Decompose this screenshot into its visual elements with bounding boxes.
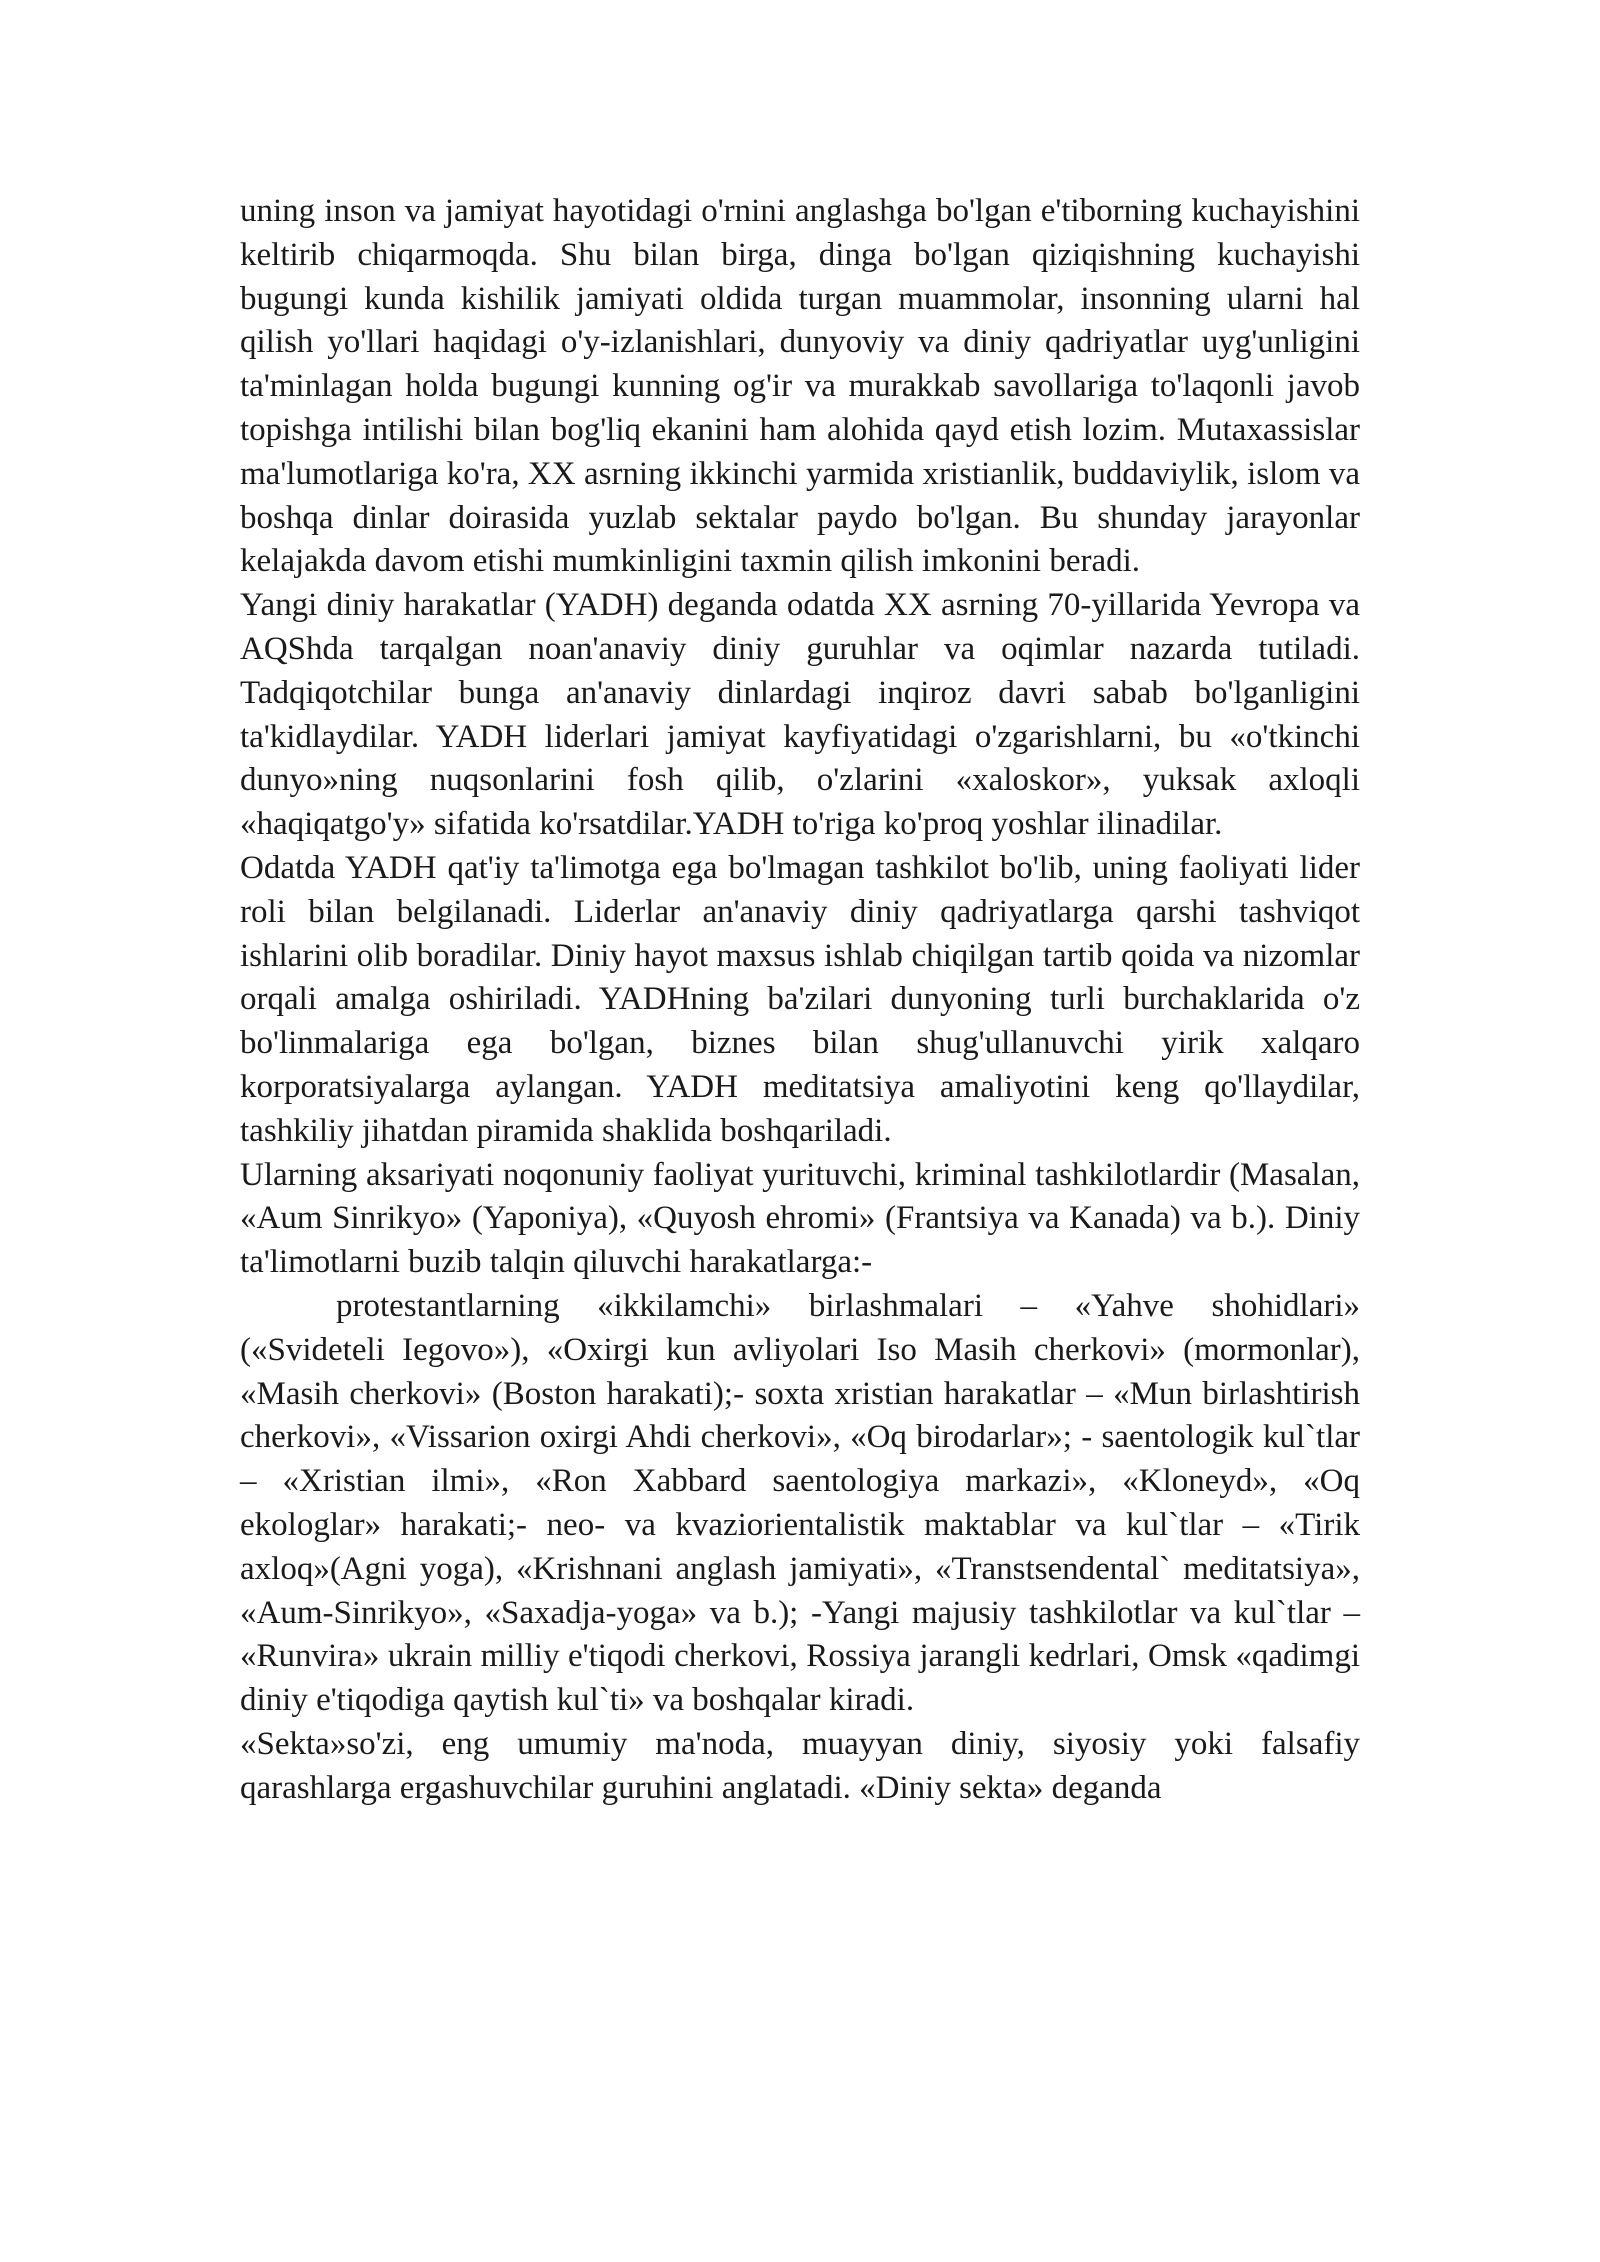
paragraph-6: «Sekta»so'zi, eng umumiy ma'noda, muayyan diniy, siyosiy yoki falsafiy qarashlarga ergashuvchilar guruhini anglatadi. «Diniy sekta» deganda <box>240 1725 1360 1806</box>
paragraph-4: Ularning aksariyati noqonuniy faoliyat yurituvchi, kriminal tashkilotlardir (Masalan, «Aum Sinrikyo» (Yaponiya), «Quyosh ehromi» (Frantsiya va Kanada) va b.). Diniy ta'limotlarni buzib talqin qiluvchi harakatlarga:- <box>240 1156 1360 1281</box>
paragraph-1: uning inson va jamiyat hayotidagi o'rnini anglashga bo'lgan e'tiborning kuchayishini keltirib chiqarmoqda. Shu bilan birga, dinga bo'lgan qiziqishning kuchayishi bugungi kunda kishilik jamiyati oldida turgan muammolar, insonning ularni hal qilish yo'llari haqidagi o'y-izlanishlari, dunyoviy va diniy qadriyatlar uyg'unligini ta'minlagan holda bugungi kunning og'ir va murakkab savollariga to'laqonli javob topishga intilishi bilan bog'liq ekanini ham alohida qayd etish lozim. Mutaxassislar ma'lumotlariga ko'ra, XX asrning ikkinchi yarmida xristianlik, buddaviylik, islom va boshqa dinlar doirasida yuzlab sektalar paydo bo'lgan. Bu shunday jarayonlar kelajakda davom etishi mumkinligini taxmin qilish imkonini beradi. <box>240 193 1360 580</box>
document-page <box>240 190 1360 1810</box>
paragraph-2: Yangi diniy harakatlar (YADH) deganda odatda XX asrning 70-yillarida Yevropa va AQShda tarqalgan noan'anaviy diniy guruhlar va oqimlar nazarda tutiladi. Tadqiqotchilar bunga an'anaviy dinlardagi inqiroz davri sabab bo'lganligini ta'kidlaydilar. YADH liderlari jamiyat kayfiyatidagi o'zgarishlarni, bu «o'tkinchi dunyo»ning nuqsonlarini fosh qilib, o'zlarini «xaloskor», yuksak axloqli «haqiqatgo'y» sifatida ko'rsatdilar.YADH to'riga ko'proq yoshlar ilinadilar. <box>240 587 1360 843</box>
paragraph-3: Odatda YADH qat'iy ta'limotga ega bo'lmagan tashkilot bo'lib, uning faoliyati lider roli bilan belgilanadi. Liderlar an'anaviy diniy qadriyatlarga qarshi tashviqot ishlarini olib boradilar. Diniy hayot maxsus ishlab chiqilgan tartib qoida va nizomlar orqali amalga oshiriladi. YADHning ba'zilari dunyoning turli burchaklarida o'z bo'linmalariga ega bo'lgan, biznes bilan shug'ullanuvchi yirik xalqaro korporatsiyalarga aylangan. YADH meditatsiya amaliyotini keng qo'llaydilar, tashkiliy jihatdan piramida shaklida boshqariladi. <box>240 849 1360 1149</box>
paragraph-5: protestantlarning «ikkilamchi» birlashmalari – «Yahve shohidlari» («Svideteli Iegovo»), «Oxirgi kun avliyolari Iso Masih cherkovi» (mormonlar), «Masih cherkovi» (Boston harakati);- soxta xristian harakatlar – «Mun birlashtirish cherkovi», «Vissarion oxirgi Ahdi cherkovi», «Oq birodarlar»; - saentologik kul`tlar – «Xristian ilmi», «Ron Xabbard saentologiya markazi», «Kloneyd», «Oq ekologlar» harakati;- neo- va kvaziorientalistik maktablar va kul`tlar – «Tirik axloq»(Agni yoga), «Krishnani anglash jamiyati», «Transtsendental` meditatsiya», «Aum-Sinrikyo», «Saxadja-yoga» va b.); -Yangi majusiy tashkilotlar va kul`tlar – «Runvira» ukrain milliy e'tiqodi cherkovi, Rossiya jarangli kedrlari, Omsk «qadimgi diniy e'tiqodiga qaytish kul`ti» va boshqalar kiradi. <box>240 1287 1360 1719</box>
